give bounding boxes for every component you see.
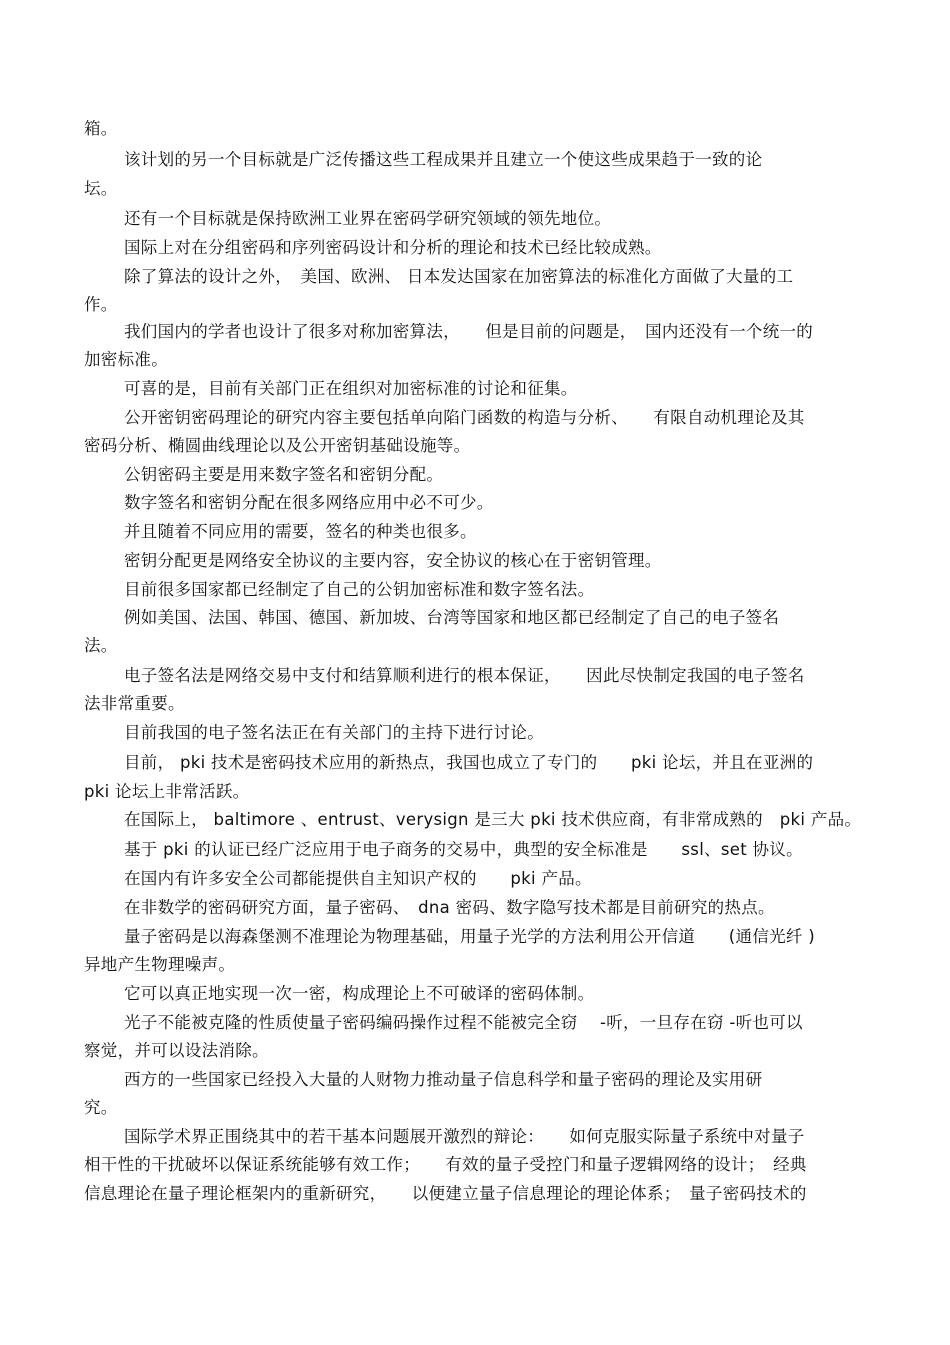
text-line: 量子密码是以海森堡测不准理论为物理基础，用量子光学的方法利用公开信道 (通信光纤 )	[124, 927, 816, 946]
text-line: 坛。	[84, 179, 118, 198]
text-line: 我们国内的学者也设计了很多对称加密算法， 但是目前的问题是， 国内还没有一个统一的	[124, 322, 814, 341]
text-line: 公开密钥密码理论的研究内容主要包括单向陷门函数的构造与分析、 有限自动机理论及其	[124, 408, 805, 427]
text-line: 电子签名法是网络交易中支付和结算顺利进行的根本保证， 因此尽快制定我国的电子签名	[124, 666, 805, 685]
text-line: 相干性的干扰破坏以保证系统能够有效工作； 有效的量子受控门和量子逻辑网络的设计； 经典	[84, 1155, 807, 1174]
text-line: 目前很多国家都已经制定了自己的公钥加密标准和数字签名法。	[124, 580, 595, 599]
text-line: 究。	[84, 1098, 118, 1117]
text-line: 还有一个目标就是保持欧洲工业界在密码学研究领域的领先地位。	[124, 209, 612, 228]
text-line: 国际学术界正围绕其中的若干基本问题展开激烈的辩论： 如何克服实际量子系统中对量子	[124, 1127, 805, 1146]
text-line: 密钥分配更是网络安全协议的主要内容，安全协议的核心在于密钥管理。	[124, 551, 662, 570]
text-line: 目前我国的电子签名法正在有关部门的主持下进行讨论。	[124, 723, 544, 742]
text-line: 可喜的是，目前有关部门正在组织对加密标准的讨论和征集。	[124, 379, 578, 398]
text-line: 目前， pki 技术是密码技术应用的新热点，我国也成立了专门的 pki 论坛，并且在亚洲的	[124, 753, 814, 772]
text-line: 箱。	[84, 119, 118, 138]
text-line: 密码分析、椭圆曲线理论以及公开密钥基础设施等。	[84, 436, 471, 455]
text-line: 并且随着不同应用的需要，签名的种类也很多。	[124, 522, 477, 541]
text-line: 国际上对在分组密码和序列密码设计和分析的理论和技术已经比较成熟。	[124, 238, 662, 257]
text-line: 它可以真正地实现一次一密，构成理论上不可破译的密码体制。	[124, 984, 595, 1003]
text-line: 数字签名和密钥分配在很多网络应用中必不可少。	[124, 493, 494, 512]
text-line: 西方的一些国家已经投入大量的人财物力推动量子信息科学和量子密码的理论及实用研	[124, 1070, 763, 1089]
text-line: 除了算法的设计之外， 美国、欧洲、 日本发达国家在加密算法的标准化方面做了大量的工	[124, 267, 794, 286]
text-line: pki 论坛上非常活跃。	[84, 782, 250, 801]
text-line: 公钥密码主要是用来数字签名和密钥分配。	[124, 465, 444, 484]
text-line: 在国际上， baltimore 、entrust、verysign 是三大 pki 技术供应商，有非常成熟的 pki 产品。	[124, 810, 862, 829]
text-line: 法非常重要。	[84, 694, 185, 713]
text-line: 察觉，并可以设法消除。	[84, 1041, 269, 1060]
text-line: 基于 pki 的认证已经广泛应用于电子商务的交易中，典型的安全标准是 ssl、set 协议。	[124, 840, 803, 859]
text-line: 异地产生物理噪声。	[84, 955, 236, 974]
text-line: 在国内有许多安全公司都能提供自主知识产权的 pki 产品。	[124, 869, 592, 888]
text-line: 法。	[84, 636, 118, 655]
text-line: 信息理论在量子理论框架内的重新研究， 以便建立量子信息理论的理论体系； 量子密码技术的	[84, 1184, 807, 1203]
text-line: 加密标准。	[84, 350, 168, 369]
text-line: 例如美国、法国、韩国、德国、新加坡、台湾等国家和地区都已经制定了自己的电子签名	[124, 608, 780, 627]
text-line: 光子不能被克隆的性质使量子密码编码操作过程不能被完全窃 -听，一旦存在窃 -听也可以	[124, 1013, 803, 1032]
text-line: 作。	[84, 295, 118, 314]
text-line: 在非数学的密码研究方面，量子密码、 dna 密码、数字隐写技术都是目前研究的热点。	[124, 898, 775, 917]
text-line: 该计划的另一个目标就是广泛传播这些工程成果并且建立一个使这些成果趋于一致的论	[124, 150, 763, 169]
